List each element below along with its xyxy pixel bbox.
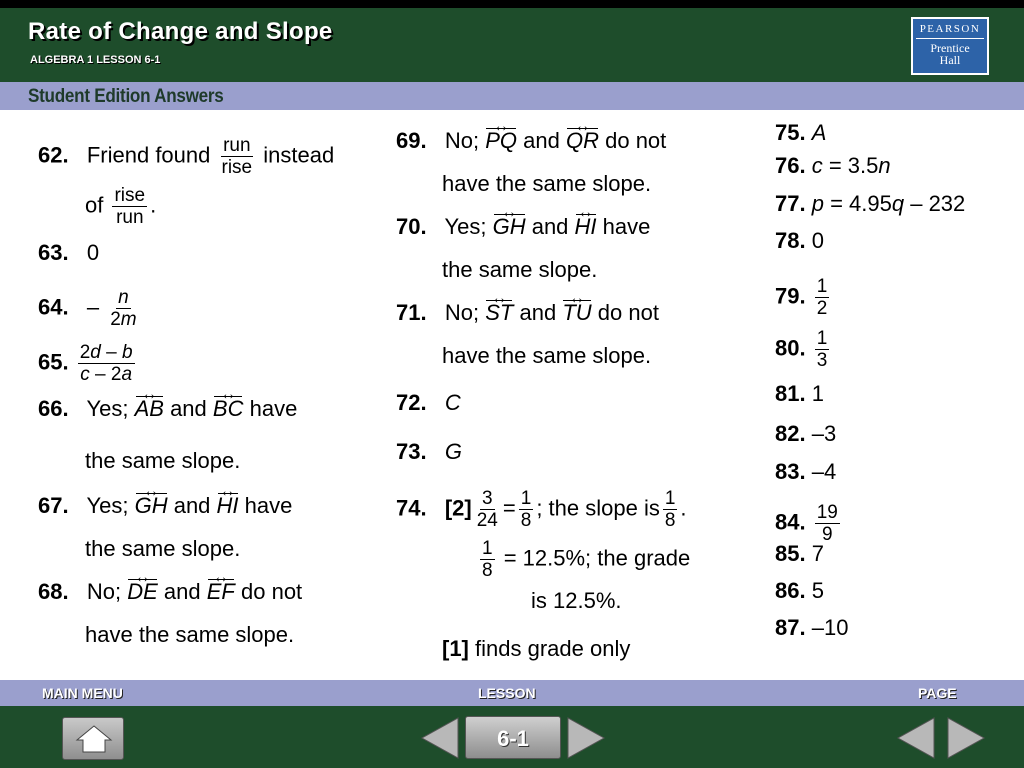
answer-number: 67.: [38, 493, 69, 518]
answer-text: No;: [86, 579, 122, 604]
answer-text: 0: [86, 240, 100, 265]
answer-text: finds grade only: [475, 636, 631, 661]
frac-num: 1: [664, 488, 676, 509]
answer-71-line2: have the same slope.: [442, 343, 652, 368]
frac-num: 3: [482, 488, 493, 509]
frac-den: rise: [221, 157, 253, 178]
answer-62: [38, 135, 334, 178]
answer-83: [775, 459, 836, 485]
answer-69: [396, 128, 666, 154]
answer-number: 70.: [396, 214, 427, 239]
answer-text: and: [170, 396, 207, 421]
answer-text: 7: [811, 541, 824, 566]
page-next-arrow-icon[interactable]: [946, 716, 986, 760]
pearson-logo: [911, 17, 989, 75]
answer-number: 74.: [396, 495, 427, 521]
answer-text: Friend found: [86, 142, 211, 168]
answer-text: 0: [811, 228, 824, 253]
answer-text: instead: [263, 142, 335, 168]
frac-num: n: [118, 287, 129, 308]
answers-content: [0, 110, 1024, 680]
answer-66-line2: the same slope.: [85, 448, 241, 473]
answer-number: 80.: [775, 335, 806, 361]
fraction-1-over-8: [663, 488, 678, 531]
answer-text: have: [244, 493, 293, 518]
answer-66: [38, 396, 297, 422]
answer-text: ; the slope is: [536, 495, 660, 521]
page-label: PAGE: [918, 685, 957, 701]
score-tag: [1]: [442, 636, 469, 661]
answer-text: Yes;: [86, 493, 129, 518]
line-notation: AB ↔: [135, 396, 164, 422]
frac-den: 8: [482, 560, 493, 581]
logo-prentice: Prentice: [930, 41, 970, 55]
answer-80: [775, 328, 832, 371]
frac-part: a: [121, 364, 133, 385]
answer-number: 65.: [38, 349, 69, 375]
page-title: Rate of Change and Slope: [28, 18, 333, 45]
answer-number: 77.: [775, 191, 806, 216]
main-menu-label: MAIN MENU: [42, 685, 123, 701]
answer-number: 87.: [775, 615, 806, 640]
frac-den: 3: [816, 350, 828, 371]
line-notation: DE ↔: [127, 579, 158, 605]
header: [0, 8, 1024, 82]
line-notation: EF ↔: [207, 579, 235, 605]
answer-text: –4: [811, 459, 837, 484]
answer-text: –: [86, 294, 100, 320]
answer-74-line2: [477, 538, 690, 581]
answer-67: [38, 493, 292, 519]
answer-number: 85.: [775, 541, 806, 566]
fraction-rise-over-run: [112, 185, 147, 228]
answer-85: [775, 541, 824, 567]
line-notation: BC ↔: [213, 396, 244, 422]
fraction-1-over-8: [519, 488, 534, 531]
fraction-n-over-2m: [108, 287, 138, 330]
answer-var: c: [811, 153, 823, 178]
line-notation: GH ↔: [493, 214, 526, 240]
frac-den: 24: [476, 510, 498, 531]
frac-part: b: [122, 342, 133, 363]
answer-64: [38, 287, 142, 330]
answer-text: do not: [605, 128, 667, 153]
answer-number: 82.: [775, 421, 806, 446]
line-notation: PQ ↔: [485, 128, 517, 154]
frac-den: 8: [664, 510, 676, 531]
answer-number: 84.: [775, 509, 806, 535]
answer-68: [38, 579, 302, 605]
answer-text: .: [150, 192, 157, 218]
answer-text: = 12.5%; the grade: [503, 545, 691, 571]
answer-71: [396, 300, 659, 326]
answer-74: [396, 488, 687, 531]
answer-text: = 3.5: [822, 153, 879, 178]
answer-text: – 232: [904, 191, 966, 216]
answer-text: 1: [811, 381, 824, 406]
answer-text: Yes;: [86, 396, 129, 421]
answer-number: 75.: [775, 120, 806, 145]
frac-num: 19: [816, 502, 838, 523]
frac-part: – 2: [89, 364, 122, 385]
answer-text: No;: [444, 128, 480, 153]
answer-number: 86.: [775, 578, 806, 603]
answer-number: 72.: [396, 390, 427, 415]
home-icon: [75, 724, 113, 754]
answer-text: have: [602, 214, 651, 239]
answer-86: [775, 578, 824, 604]
frac-num: 1: [816, 328, 828, 349]
answer-number: 81.: [775, 381, 806, 406]
answer-text: and: [531, 214, 569, 239]
answer-62-line2: [85, 185, 156, 228]
answer-81: [775, 381, 824, 407]
lesson-button[interactable]: 6-1: [465, 716, 561, 759]
answer-text: have: [249, 396, 298, 421]
lesson-prev-arrow-icon[interactable]: [420, 716, 460, 760]
fraction-1-over-2: [815, 276, 830, 319]
frac-num: run: [223, 135, 251, 156]
answer-text: and: [523, 128, 560, 153]
frac-num: rise: [114, 185, 146, 206]
answer-84: [775, 502, 843, 545]
answer-text: of: [85, 192, 104, 218]
answer-75: [775, 120, 826, 146]
answer-63: [38, 240, 99, 266]
answer-number: 64.: [38, 294, 69, 320]
answer-text: A: [811, 120, 827, 145]
frac-den-var: m: [120, 309, 137, 330]
answer-text: C: [444, 390, 461, 415]
line-notation: TU ↔: [562, 300, 591, 326]
answer-number: 69.: [396, 128, 427, 153]
logo-pearson: PEARSON: [916, 19, 984, 39]
answer-70-line2: the same slope.: [442, 257, 598, 282]
answer-74-line3: is 12.5%.: [531, 588, 622, 613]
line-notation: GH ↔: [135, 493, 168, 519]
frac-den-coef: 2: [110, 309, 121, 330]
frac-part: 2: [79, 342, 91, 363]
answer-68-line2: have the same slope.: [85, 622, 295, 647]
section-banner: [0, 82, 1024, 110]
top-strip: [0, 0, 1024, 8]
answer-var: n: [878, 153, 891, 178]
fraction-3-over-24: [475, 488, 500, 531]
frac-den: run: [116, 207, 144, 228]
answer-var: q: [891, 191, 905, 216]
answer-text: =: [502, 495, 516, 521]
banner-text: Student Edition Answers: [28, 86, 224, 107]
answer-87: [775, 615, 848, 641]
answer-text: No;: [444, 300, 480, 325]
line-notation: HI ↔: [575, 214, 597, 240]
frac-part: c: [80, 364, 90, 385]
frac-den: 2: [816, 298, 828, 319]
footer-label-bar: [0, 680, 1024, 706]
answer-73: [396, 439, 462, 465]
answer-text: 5: [811, 578, 824, 603]
answer-number: 79.: [775, 283, 806, 309]
fraction-run-over-rise: [220, 135, 255, 178]
answer-text: do not: [241, 579, 303, 604]
answer-text: do not: [597, 300, 659, 325]
answer-78: [775, 228, 824, 254]
answer-65: [38, 342, 138, 385]
answer-67-line2: the same slope.: [85, 536, 241, 561]
logo-hall: Hall: [939, 53, 961, 67]
answer-text: and: [519, 300, 557, 325]
answer-69-line2: have the same slope.: [442, 171, 652, 196]
answer-number: 73.: [396, 439, 427, 464]
answer-text: –3: [811, 421, 837, 446]
answer-number: 68.: [38, 579, 69, 604]
footer-nav: [0, 706, 1024, 768]
frac-num: 1: [816, 276, 828, 297]
line-notation: ST ↔: [485, 300, 513, 326]
answer-number: 62.: [38, 142, 69, 168]
answer-70: [396, 214, 650, 240]
fraction-expression: [78, 342, 135, 385]
fraction-1-over-8: [480, 538, 495, 581]
score-tag: [2]: [444, 495, 472, 521]
lesson-label: LESSON: [478, 685, 536, 701]
answer-number: 71.: [396, 300, 427, 325]
answer-text: .: [680, 495, 687, 521]
lesson-next-arrow-icon[interactable]: [566, 716, 606, 760]
answer-text: and: [163, 579, 201, 604]
answer-76: [775, 153, 891, 179]
answer-number: 76.: [775, 153, 806, 178]
answer-number: 63.: [38, 240, 69, 265]
frac-num: 1: [520, 488, 532, 509]
frac-num: 1: [482, 538, 493, 559]
answer-text: G: [444, 439, 462, 464]
main-menu-button[interactable]: [62, 717, 124, 760]
frac-part: –: [100, 342, 122, 363]
page-prev-arrow-icon[interactable]: [896, 716, 936, 760]
answer-79: [775, 276, 832, 319]
fraction-19-over-9: [815, 502, 840, 545]
answer-number: 78.: [775, 228, 806, 253]
answer-text: = 4.95: [823, 191, 892, 216]
answer-77: [775, 191, 965, 217]
answer-number: 83.: [775, 459, 806, 484]
answer-number: 66.: [38, 396, 69, 421]
answer-74-line4: [442, 636, 630, 662]
page-subtitle: ALGEBRA 1 LESSON 6-1: [30, 54, 161, 66]
line-notation: QR ↔: [566, 128, 599, 154]
fraction-1-over-3: [815, 328, 830, 371]
answer-var: p: [811, 191, 824, 216]
answer-text: –10: [811, 615, 849, 640]
frac-den: 8: [520, 510, 532, 531]
answer-72: [396, 390, 461, 416]
frac-part: d: [90, 342, 101, 363]
line-notation: HI ↔: [217, 493, 239, 519]
answer-82: [775, 421, 836, 447]
answer-text: and: [173, 493, 211, 518]
frac-den: 9: [822, 524, 833, 545]
answer-text: Yes;: [444, 214, 487, 239]
